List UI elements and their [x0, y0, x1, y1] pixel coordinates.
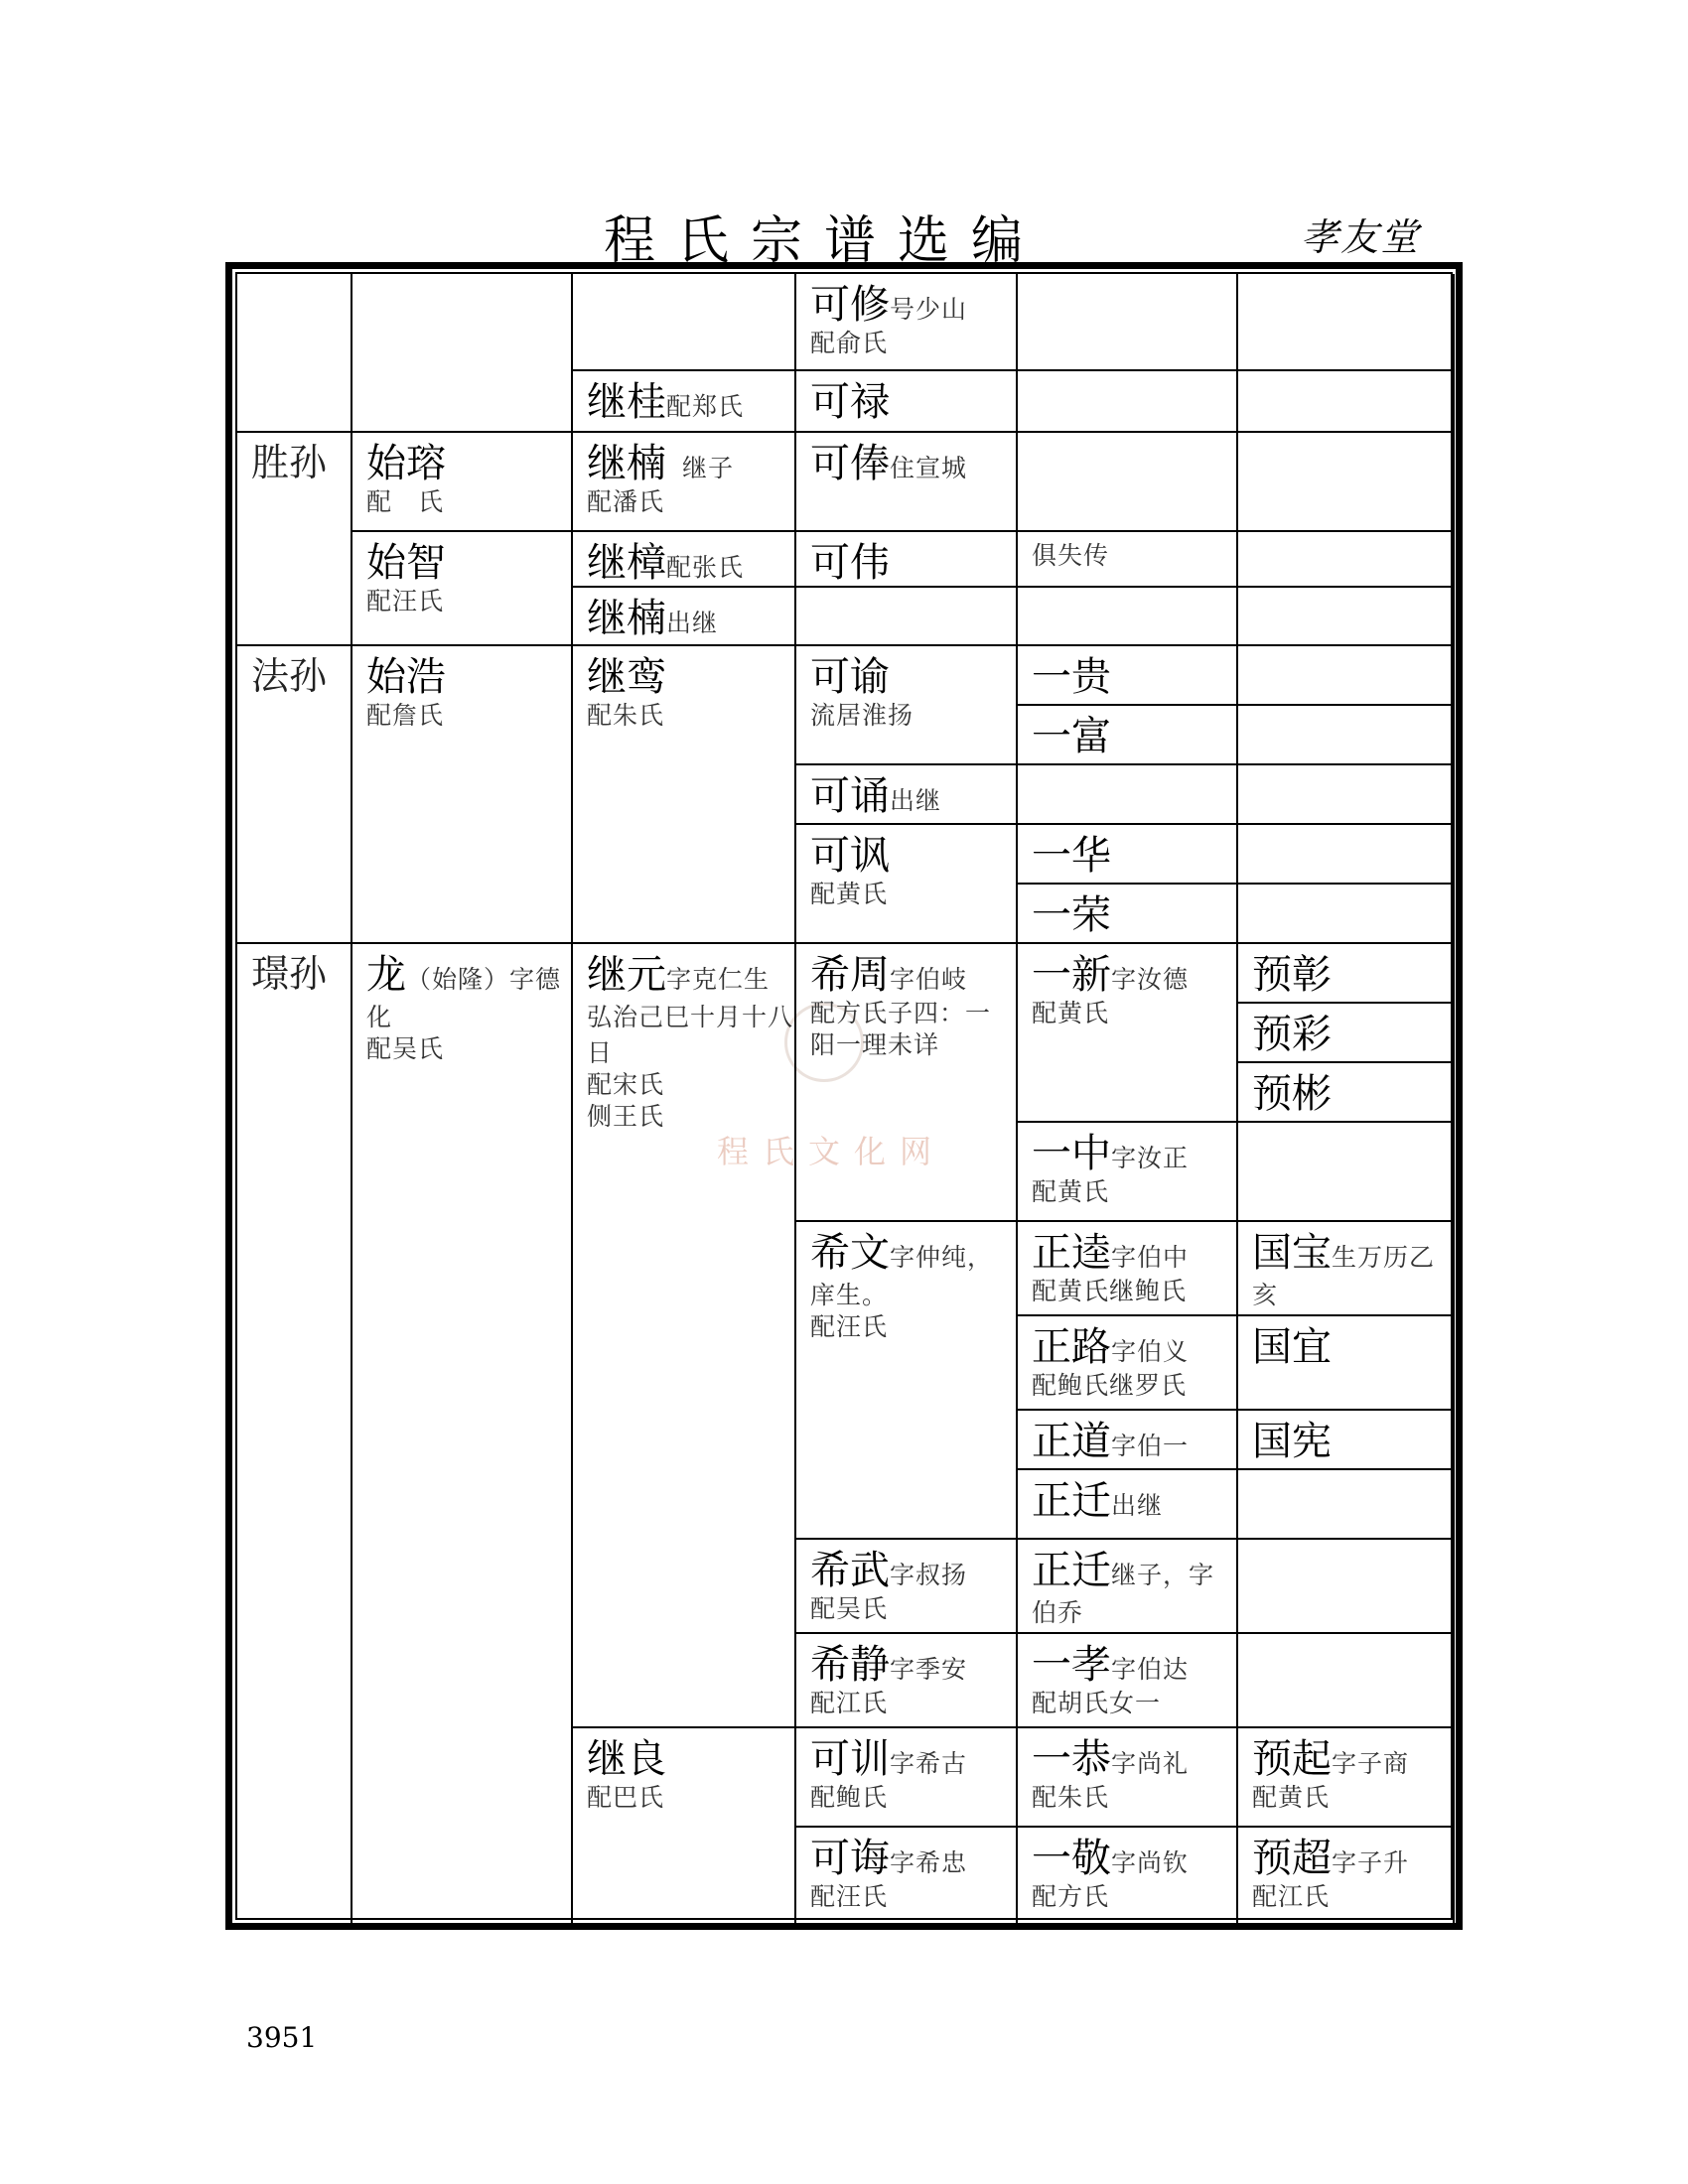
person-xiwen: 希文字仲纯，庠生。 配汪氏 [796, 1222, 1018, 1540]
genealogy-table-frame [225, 262, 1463, 1930]
person-yubin: 预彬 [1238, 1063, 1455, 1123]
hall-name: 孝友堂 [1301, 215, 1421, 259]
person-yifu: 一富 [1018, 706, 1238, 765]
person-xizhou: 希周字伯岐 配方氏子四：一阳一理未详 [796, 944, 1018, 1222]
person-jiyuan: 继元字克仁生弘治己巳十月十八日 配宋氏 侧王氏 [573, 944, 796, 1728]
person-shihao: 始浩 配詹氏 [352, 646, 573, 944]
empty-cell [1238, 433, 1455, 532]
empty-cell [573, 274, 796, 371]
empty-cell [1238, 765, 1455, 825]
person-yuzhang: 预彰 [1238, 944, 1455, 1004]
person-yizhong: 一中字汝正 配黄氏 [1018, 1123, 1238, 1222]
person-kelu: 可禄 [796, 371, 1018, 433]
branch-label-fa: 法孙 [237, 646, 352, 944]
empty-cell [1238, 646, 1455, 706]
empty-cell [1238, 825, 1455, 885]
empty-cell [1018, 274, 1238, 371]
person-guoxian: 国宪 [1238, 1411, 1455, 1470]
person-kefeng-2: 可讽 配黄氏 [796, 825, 1018, 944]
person-guoyi: 国宜 [1238, 1316, 1455, 1411]
person-yirong: 一荣 [1018, 885, 1238, 944]
empty-cell [1238, 532, 1455, 588]
branch-label-sheng: 胜孙 [237, 433, 352, 646]
person-yigong: 一恭字尚礼 配朱氏 [1018, 1728, 1238, 1828]
person-xiwu: 希武字叔扬 配吴氏 [796, 1540, 1018, 1634]
empty-cell [1238, 706, 1455, 765]
person-keyu: 可谕 流居淮扬 [796, 646, 1018, 765]
empty-cell [1238, 1123, 1455, 1222]
empty-cell [1238, 588, 1455, 646]
person-jizhang: 继樟配张氏 [573, 532, 796, 588]
person-xijing: 希静字季安 配江氏 [796, 1634, 1018, 1728]
person-yixiao: 一孝字伯达 配胡氏女一 [1018, 1634, 1238, 1728]
empty-cell [1238, 1470, 1455, 1540]
person-kexun: 可训字希古 配鲍氏 [796, 1728, 1018, 1828]
page-number: 3951 [246, 2021, 318, 2054]
person-jinan-1: 继楠 继子 配潘氏 [573, 433, 796, 532]
empty-cell [1238, 885, 1455, 944]
person-yucai: 预彩 [1238, 1004, 1455, 1063]
person-yuqi: 预起字子商 配黄氏 [1238, 1728, 1455, 1828]
empty-cell [1238, 274, 1455, 371]
empty-cell [1238, 1540, 1455, 1634]
empty-cell [1018, 371, 1238, 433]
person-long: 龙（始隆）字德化 配吴氏 [352, 944, 573, 1927]
page-title: 程氏宗谱选编 [603, 211, 1045, 271]
person-jigui: 继桂配郑氏 [573, 371, 796, 433]
person-yijing: 一敬字尚钦 配方氏 [1018, 1828, 1238, 1927]
watermark-text: 程氏文化网 [717, 1133, 946, 1170]
person-zhengqian-1: 正迁出继 [1018, 1470, 1238, 1540]
person-yigui: 一贵 [1018, 646, 1238, 706]
person-kehui: 可诲字希忠 配汪氏 [796, 1828, 1018, 1927]
person-jiliang: 继良 配巴氏 [573, 1728, 796, 1927]
person-jinan-2: 继楠出继 [573, 588, 796, 646]
person-kexiu: 可修号少山 配俞氏 [796, 274, 1018, 371]
person-jiluan: 继鸾 配朱氏 [573, 646, 796, 944]
genealogy-table [235, 272, 1453, 1920]
person-kefeng: 可俸住宣城 [796, 433, 1018, 532]
empty-cell [352, 274, 573, 433]
person-kewei: 可伟 [796, 532, 1018, 588]
empty-cell [1238, 1634, 1455, 1728]
empty-cell [796, 588, 1018, 646]
person-shilu: 始瑢 配 氏 [352, 433, 573, 532]
person-shizhi: 始智 配汪氏 [352, 532, 573, 646]
person-guobao: 国宝生万历乙亥 [1238, 1222, 1455, 1316]
person-yixin: 一新字汝德 配黄氏 [1018, 944, 1238, 1123]
person-zhengqian-2: 正迁继子，字伯乔 [1018, 1540, 1238, 1634]
person-zhengkui: 正逵字伯中 配黄氏继鲍氏 [1018, 1222, 1238, 1316]
person-zhenglu: 正路字伯义 配鲍氏继罗氏 [1018, 1316, 1238, 1411]
empty-cell [1018, 588, 1238, 646]
lineage-lost-note: 俱失传 [1018, 532, 1238, 588]
branch-label-jing: 璟孙 [237, 944, 352, 1927]
person-kesong: 可诵出继 [796, 765, 1018, 825]
empty-cell [1018, 765, 1238, 825]
empty-cell [1238, 371, 1455, 433]
person-yihua: 一华 [1018, 825, 1238, 885]
empty-cell [237, 274, 352, 433]
person-yuchao: 预超字子升 配江氏 [1238, 1828, 1455, 1927]
empty-cell [1018, 433, 1238, 532]
person-zhengdao: 正道字伯一 [1018, 1411, 1238, 1470]
